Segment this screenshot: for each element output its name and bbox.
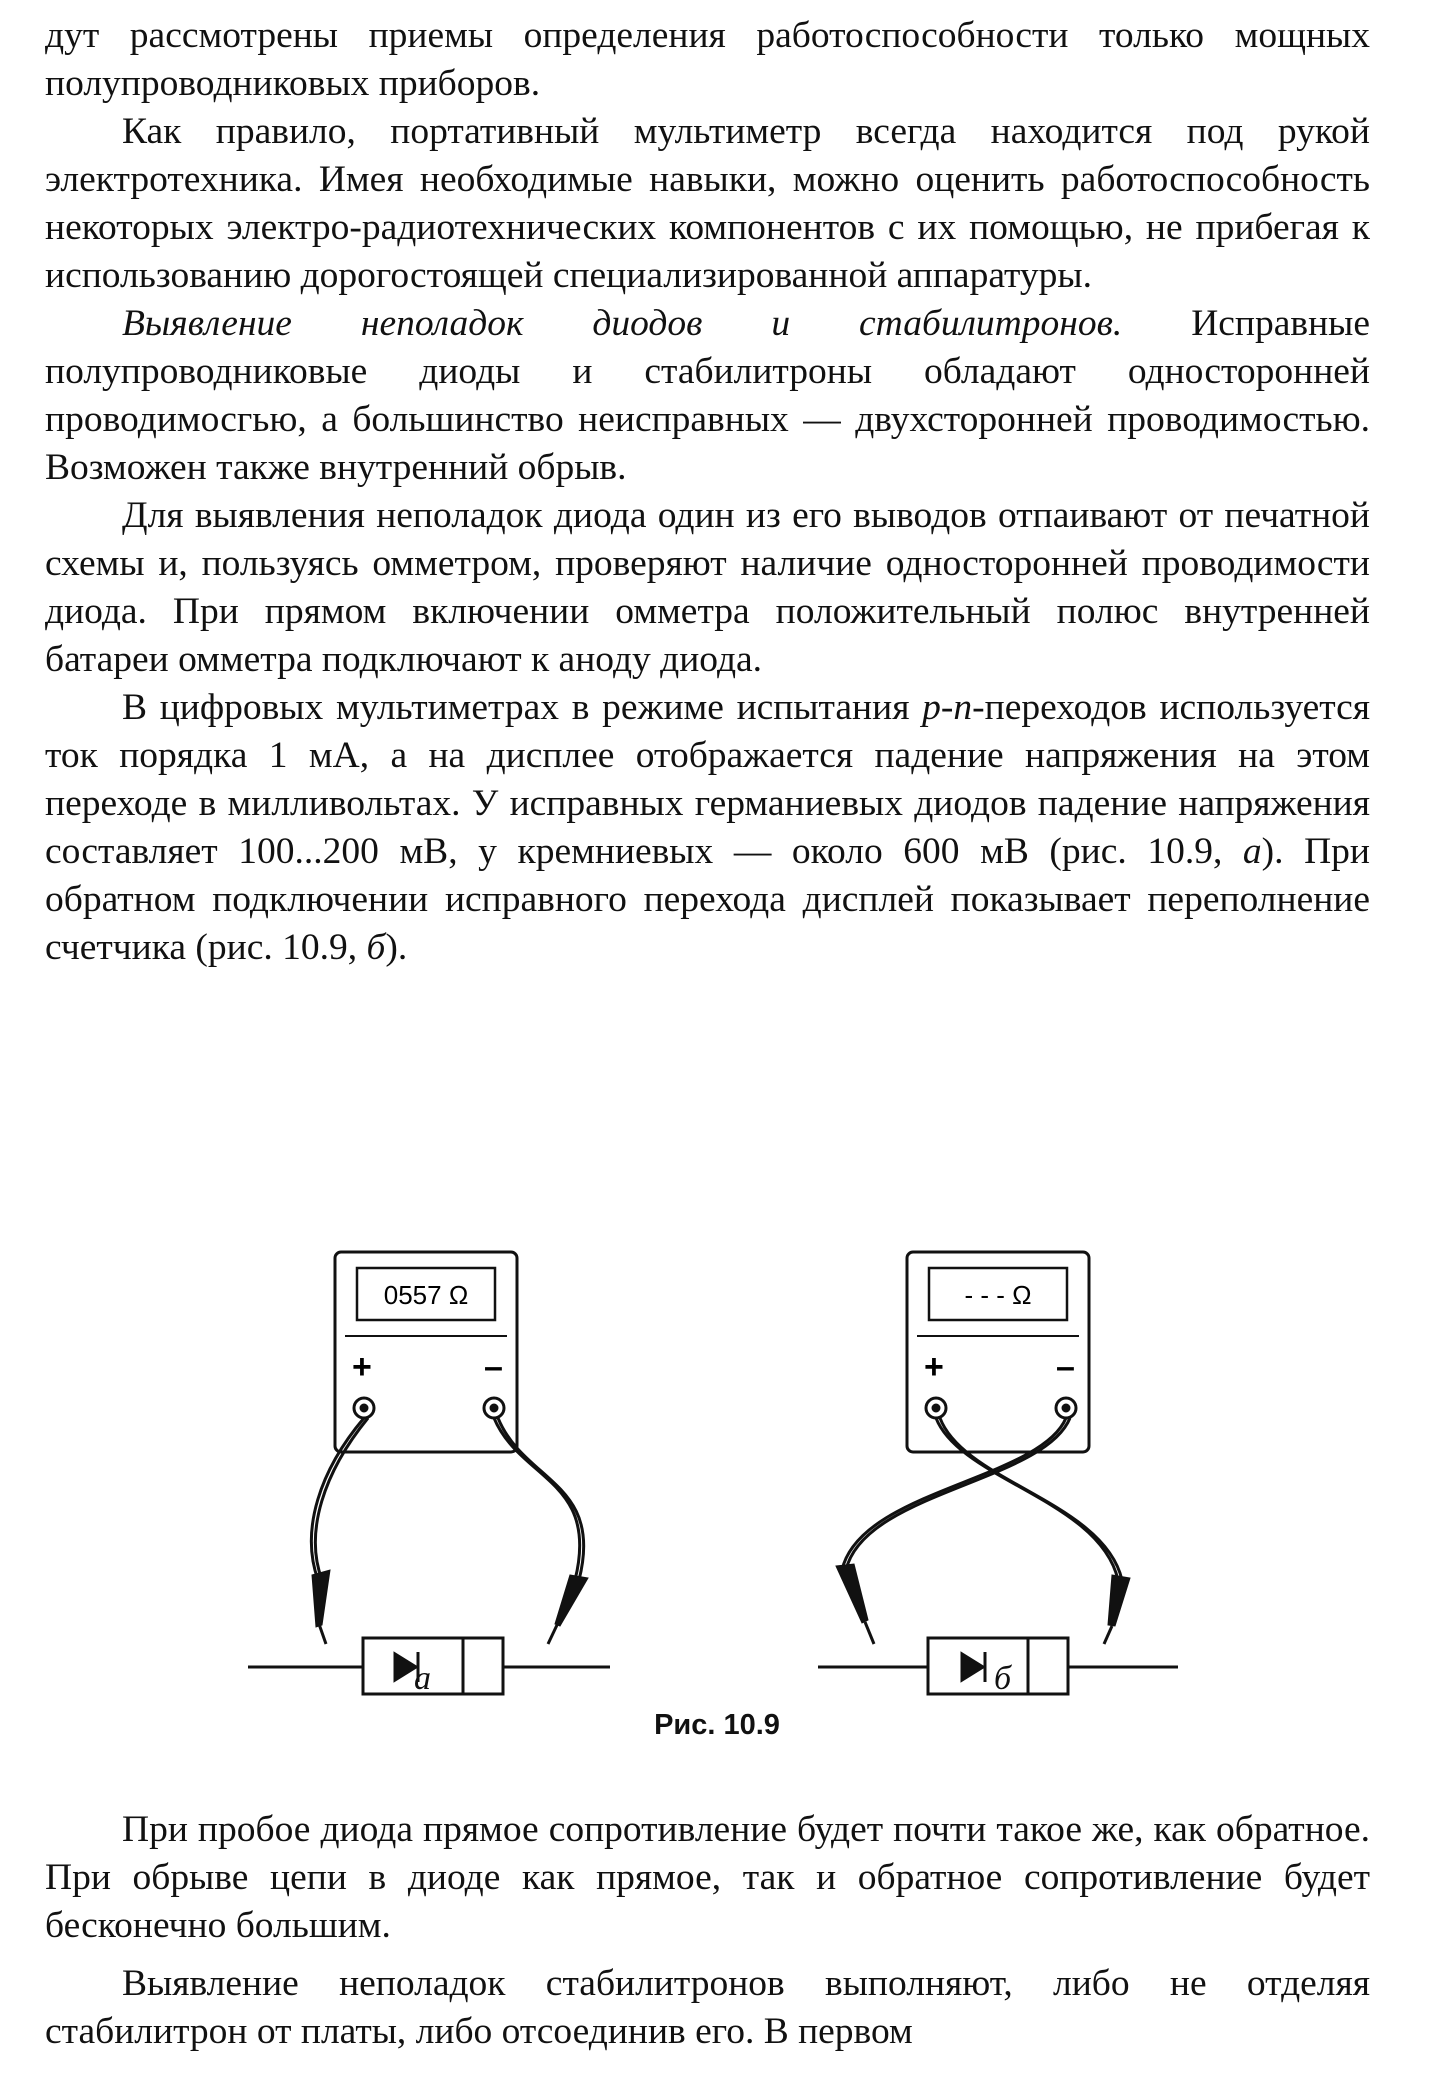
paragraph-7: Выявление неполадок стабилитронов выполняют, либо не отделяя стабилитрон от платы, либо отсоединив его. В первом xyxy=(45,1963,1370,2052)
figure-label-a: а xyxy=(414,1660,431,1697)
section-heading-diodes: Выявление неполадок диодов и стабилитронов. xyxy=(122,303,1123,344)
meter-b-minus: – xyxy=(1056,1348,1075,1386)
paragraph-3 xyxy=(45,300,1370,492)
paragraph-1: дут рассмотрены приемы определения работоспособности только мощных полупроводниковых приборов. xyxy=(45,15,1370,104)
paragraph-2: Как правило, портативный мультиметр всегда находится под рукой электротехника. Имея необходимые навыки, можно оценить работоспособность некоторых электро-радиотехнических компонентов с их помощью, не прибегая к использованию дорогостоящей специализированной аппаратуры. xyxy=(45,111,1370,296)
paragraph-4: Для выявления неполадок диода один из его выводов отпаивают от печатной схемы и, пользуясь омметром, проверяют наличие односторонней проводимости диода. При прямом включении омметра положительный полюс внутренней батареи омметра подключают к аноду диода. xyxy=(45,495,1370,680)
paragraph-3-body: Исправные полупроводниковые диоды и стабилитроны обладают односторонней проводимосгью, а большинство неисправных — двухсторонней проводимостью. Возможен также внутренний обрыв. xyxy=(45,303,1370,488)
figure-10-9 xyxy=(0,1240,1434,1740)
paragraph-5: В цифровых мультиметрах в режиме испытания p-n-переходов используется ток порядка 1 мА, а на дисплее отображается падение напряжения на этом переходе в милливольтах. У исправных германиевых диодов падение напряжения составляет 100...200 мВ, у кремниевых — около 600 мВ (рис. 10.9, а). При обратном подключении исправного перехода дисплей показывает переполнение счетчика (рис. 10.9, б). xyxy=(45,687,1370,968)
pn-term: p-n xyxy=(922,687,973,728)
meter-a-display: 0557 Ω xyxy=(383,1280,469,1310)
meter-a-minus: – xyxy=(484,1348,503,1386)
meter-b-leads xyxy=(842,1418,1122,1580)
diode-test-diagram xyxy=(0,1240,1434,1710)
figure-ref-b: б xyxy=(366,927,386,968)
meter-b-plus: + xyxy=(924,1348,944,1386)
meter-a-probes xyxy=(312,1570,588,1627)
figure-caption: Рис. 10.9 xyxy=(654,1709,780,1741)
text-top xyxy=(45,12,1370,972)
meter-a-leads xyxy=(311,1418,583,1580)
figure-label-b: б xyxy=(994,1660,1012,1697)
figure-ref-a: а xyxy=(1242,831,1262,872)
meter-a-plus: + xyxy=(352,1348,372,1386)
meter-b-display: - - - Ω xyxy=(964,1280,1032,1310)
text-bottom xyxy=(45,1806,1370,2056)
paragraph-6: При пробое диода прямое сопротивление будет почти такое же, как обратное. При обрыве цепи в диоде как прямое, так и обратное сопротивление будет бесконечно большим. xyxy=(45,1809,1370,1946)
meter-b-probes xyxy=(836,1564,1130,1626)
